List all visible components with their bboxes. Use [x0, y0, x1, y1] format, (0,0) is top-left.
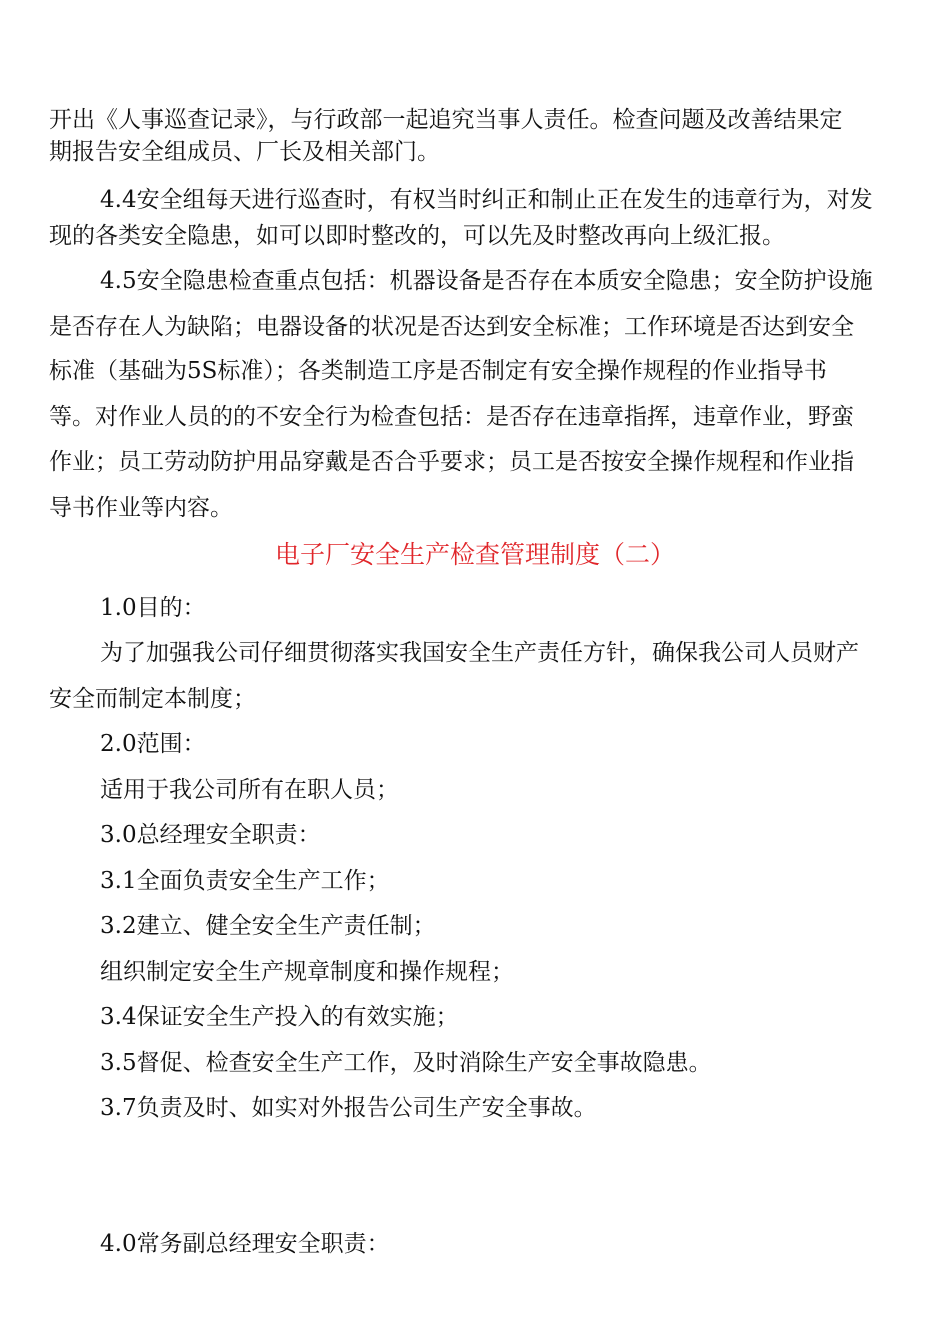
- heading-gm-duties: 3.0总经理安全职责：: [100, 822, 321, 848]
- paragraph-line: 标准（基础为5S标准）；各类制造工序是否制定有安全操作规程的作业指导书: [49, 358, 827, 384]
- heading-deputy-gm-duties: 4.0常务副总经理安全职责：: [100, 1231, 390, 1257]
- paragraph-line: 安全而制定本制度；: [49, 686, 256, 712]
- heading-scope: 2.0范围：: [100, 731, 206, 757]
- list-item: 3.1全面负责安全生产工作；: [100, 868, 390, 894]
- paragraph-line: 是否存在人为缺陷；电器设备的状况是否达到安全标准；工作环境是否达到安全: [49, 314, 854, 340]
- paragraph-line: 作业；员工劳动防护用品穿戴是否合乎要求；员工是否按安全操作规程和作业指: [49, 449, 854, 475]
- paragraph-line: 4.5安全隐患检查重点包括：机器设备是否存在本质安全隐患；安全防护设施: [100, 268, 873, 294]
- paragraph-line: 现的各类安全隐患，如可以即时整改的，可以先及时整改再向上级汇报。: [49, 223, 785, 249]
- list-item: 3.7负责及时、如实对外报告公司生产安全事故。: [100, 1095, 597, 1121]
- paragraph-line: 期报告安全组成员、厂长及相关部门。: [49, 139, 440, 165]
- list-item: 3.4保证安全生产投入的有效实施；: [100, 1004, 459, 1030]
- paragraph-line: 导书作业等内容。: [49, 495, 233, 521]
- paragraph-line: 等。对作业人员的的不安全行为检查包括：是否存在违章指挥，违章作业，野蛮: [49, 404, 854, 430]
- heading-purpose: 1.0目的：: [100, 595, 206, 621]
- list-item: 3.2建立、健全安全生产责任制；: [100, 913, 436, 939]
- paragraph-line: 为了加强我公司仔细贯彻落实我国安全生产责任方针，确保我公司人员财产: [100, 640, 859, 666]
- section-title: 电子厂安全生产检查管理制度（二）: [274, 540, 675, 569]
- paragraph-line: 适用于我公司所有在职人员；: [100, 777, 399, 803]
- paragraph-line: 4.4安全组每天进行巡查时，有权当时纠正和制止正在发生的违章行为，对发: [100, 187, 873, 213]
- paragraph-line: 开出《人事巡查记录》，与行政部一起追究当事人责任。检查问题及改善结果定: [49, 107, 843, 133]
- list-item: 3.5督促、检查安全生产工作，及时消除生产安全事故隐患。: [100, 1050, 712, 1076]
- list-item: 组织制定安全生产规章制度和操作规程；: [100, 959, 514, 985]
